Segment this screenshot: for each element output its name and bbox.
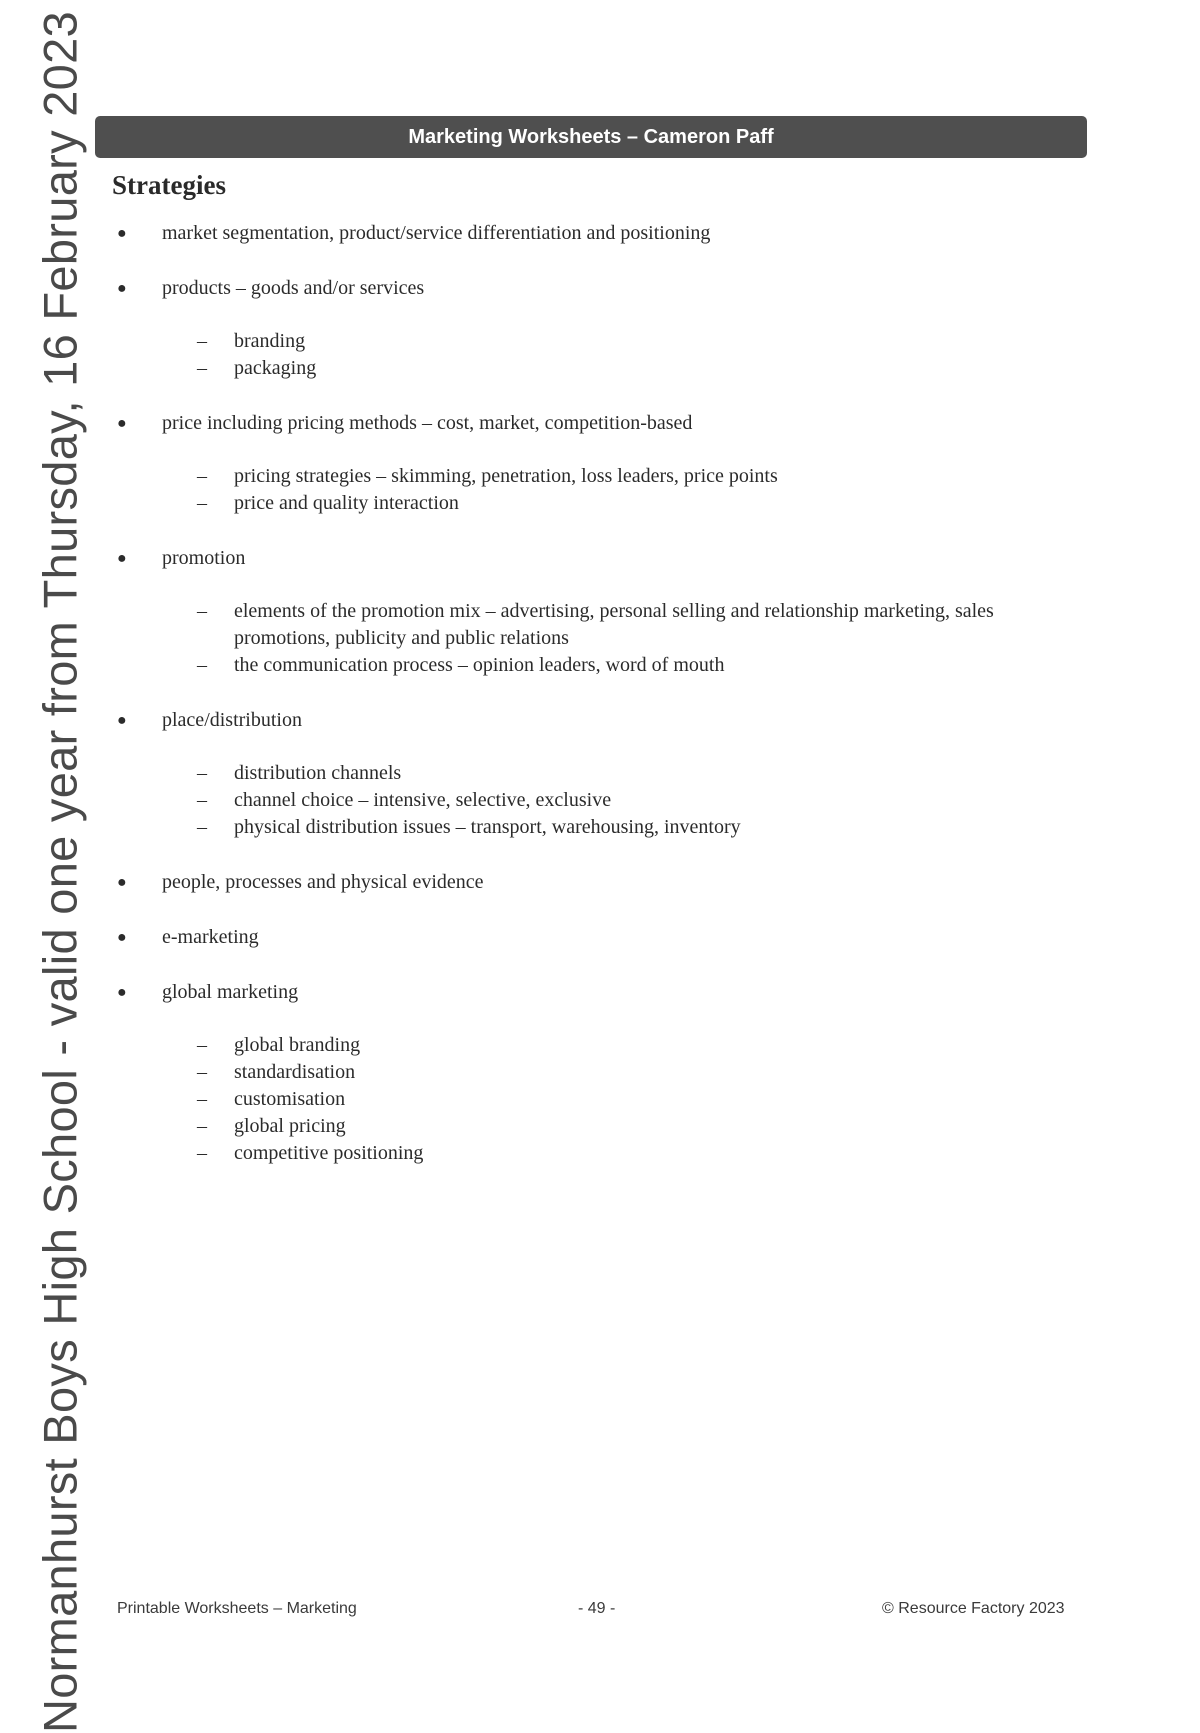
sub-list-item-text: standardisation	[234, 1061, 356, 1083]
bullet-icon: ●	[117, 280, 127, 297]
sub-list-item	[197, 1113, 1092, 1140]
dash-icon: –	[197, 654, 207, 676]
page-number: - 49 -	[578, 1600, 616, 1617]
sub-list-item-text: global branding	[234, 1034, 361, 1056]
dash-icon: –	[197, 330, 207, 352]
bullet-icon: ●	[117, 874, 127, 891]
list-item	[112, 979, 1092, 1167]
sub-list-item	[197, 328, 1092, 355]
sub-list-item-text: customisation	[234, 1088, 346, 1110]
sub-list-item-text: physical distribution issues – transport, warehousing, inventory	[234, 816, 741, 838]
sub-list-item	[197, 355, 1092, 382]
bullet-icon: ●	[117, 225, 127, 242]
dash-icon: –	[197, 492, 207, 514]
footer-left: Printable Worksheets – Marketing	[117, 1600, 357, 1617]
sub-list-item-text: elements of the promotion mix – advertising, personal selling and relationship marketing, sales promotions, publicity and public relations	[234, 600, 994, 649]
dash-icon: –	[197, 1142, 207, 1164]
dash-icon: –	[197, 1088, 207, 1110]
dash-icon: –	[197, 762, 207, 784]
sub-list-item	[197, 463, 1092, 490]
bullet-icon: ●	[117, 984, 127, 1001]
sub-list	[162, 760, 1092, 841]
strategy-list	[112, 220, 1092, 1167]
list-item-text: global marketing	[162, 981, 299, 1003]
list-item	[112, 545, 1092, 679]
dash-icon: –	[197, 465, 207, 487]
header-bar	[95, 116, 1087, 158]
list-item-text: people, processes and physical evidence	[162, 871, 484, 893]
sub-list-item	[197, 760, 1092, 787]
bullet-icon: ●	[117, 712, 127, 729]
dash-icon: –	[197, 1034, 207, 1056]
sub-list-item	[197, 652, 1092, 679]
list-item-text: place/distribution	[162, 709, 302, 731]
list-item	[112, 924, 1092, 951]
bullet-icon: ●	[117, 550, 127, 567]
list-item-text: market segmentation, product/service differentiation and positioning	[162, 222, 711, 244]
sub-list-item	[197, 490, 1092, 517]
header-title: Marketing Worksheets – Cameron Paff	[408, 125, 774, 148]
list-item-text: products – goods and/or services	[162, 277, 425, 299]
dash-icon: –	[197, 1061, 207, 1083]
sub-list	[162, 328, 1092, 382]
sub-list-item-text: distribution channels	[234, 762, 402, 784]
list-item-text: promotion	[162, 547, 246, 569]
list-item	[112, 869, 1092, 896]
sub-list	[162, 463, 1092, 517]
sub-list-item	[197, 814, 1092, 841]
sub-list-item-text: price and quality interaction	[234, 492, 459, 514]
sub-list-item-text: channel choice – intensive, selective, exclusive	[234, 789, 612, 811]
sub-list-item	[197, 1086, 1092, 1113]
sub-list-item	[197, 598, 1092, 652]
sub-list-item-text: global pricing	[234, 1115, 346, 1137]
sub-list	[162, 1032, 1092, 1167]
sub-list-item-text: branding	[234, 330, 306, 352]
watermark	[0, 0, 120, 1733]
list-item	[112, 707, 1092, 841]
list-item	[112, 275, 1092, 382]
dash-icon: –	[197, 1115, 207, 1137]
dash-icon: –	[197, 789, 207, 811]
watermark-text: Normanhurst Boys High School - valid one year from Thursday, 16 February 2023	[33, 10, 87, 1733]
dash-icon: –	[197, 600, 207, 622]
sub-list-item	[197, 1140, 1092, 1167]
sub-list-item	[197, 1059, 1092, 1086]
list-item	[112, 410, 1092, 517]
list-item	[112, 220, 1092, 247]
sub-list-item-text: pricing strategies – skimming, penetration, loss leaders, price points	[234, 465, 778, 487]
bullet-icon: ●	[117, 929, 127, 946]
bullet-icon: ●	[117, 415, 127, 432]
list-item-text: e-marketing	[162, 926, 259, 948]
sub-list-item-text: the communication process – opinion leaders, word of mouth	[234, 654, 725, 676]
sub-list-item	[197, 1032, 1092, 1059]
page-heading: Strategies	[112, 170, 226, 200]
footer-copyright: © Resource Factory 2023	[882, 1600, 1065, 1617]
sub-list-item-text: packaging	[234, 357, 317, 379]
dash-icon: –	[197, 357, 207, 379]
sub-list-item	[197, 787, 1092, 814]
sub-list-item-text: competitive positioning	[234, 1142, 424, 1164]
list-item-text: price including pricing methods – cost, market, competition-based	[162, 412, 693, 434]
dash-icon: –	[197, 816, 207, 838]
sub-list	[162, 598, 1092, 679]
